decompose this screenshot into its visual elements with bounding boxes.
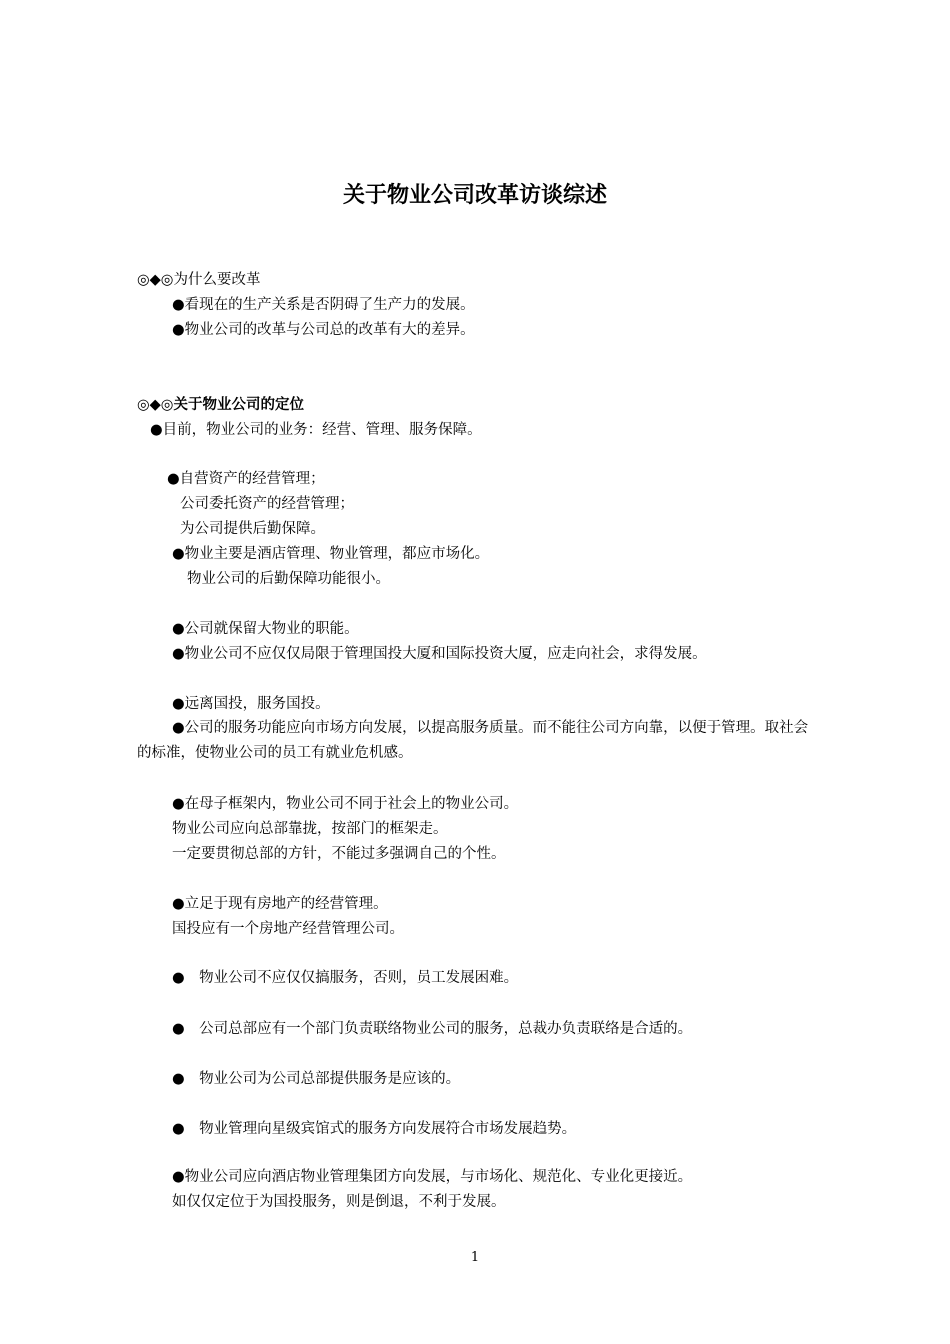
list-item: ● 物业公司为公司总部提供服务是应该的。 <box>172 1071 461 1087</box>
section-heading: ◎◆◎为什么要改革 <box>137 272 261 288</box>
list-item: 物业公司应向总部靠拢，按部门的框架走。 <box>172 821 448 837</box>
list-item: ●物业公司的改革与公司总的改革有大的差异。 <box>172 322 475 338</box>
section-heading: ◎◆◎关于物业公司的定位 <box>137 397 304 413</box>
list-item: 一定要贯彻总部的方针，不能过多强调自己的个性。 <box>172 846 506 862</box>
list-item: 国投应有一个房地产经营管理公司。 <box>172 921 404 937</box>
list-item: ●物业主要是酒店管理、物业管理，都应市场化。 <box>172 546 490 562</box>
list-item: ●目前，物业公司的业务：经营、管理、服务保障。 <box>150 422 482 438</box>
list-item: 公司委托资产的经营管理； <box>180 496 354 512</box>
list-item: 为公司提供后勤保障。 <box>180 521 325 537</box>
list-item: ●自营资产的经营管理； <box>167 471 325 487</box>
list-item: ●看现在的生产关系是否阴碍了生产力的发展。 <box>172 297 475 313</box>
page-title: 关于物业公司改革访谈综述 <box>342 183 607 208</box>
page-number: 1 <box>470 1250 480 1265</box>
list-item: 如仅仅定位于为国投服务，则是倒退，不利于发展。 <box>172 1194 506 1210</box>
list-item: ●远离国投，服务国投。 <box>172 696 330 712</box>
list-item: ●物业公司应向酒店物业管理集团方向发展，与市场化、规范化、专业化更接近。 <box>172 1169 693 1185</box>
list-item: ●物业公司不应仅仅局限于管理国投大厦和国际投资大厦，应走向社会，求得发展。 <box>172 646 707 662</box>
list-item: ●立足于现有房地产的经营管理。 <box>172 896 388 912</box>
list-item: 物业公司的后勤保障功能很小。 <box>187 571 390 587</box>
list-item: ●在母子框架内，物业公司不同于社会上的物业公司。 <box>172 796 519 812</box>
list-item: ●公司就保留大物业的职能。 <box>172 621 359 637</box>
list-item: ●公司的服务功能应向市场方向发展，以提高服务质量。而不能往公司方向靠，以便于管理。取社会的标准，使物业公司的员工有就业危机感。 <box>137 720 809 761</box>
list-item: ● 公司总部应有一个部门负责联络物业公司的服务，总裁办负责联络是合适的。 <box>172 1021 693 1037</box>
list-item: ● 物业公司不应仅仅搞服务，否则，员工发展困难。 <box>172 970 519 986</box>
list-item: ● 物业管理向星级宾馆式的服务方向发展符合市场发展趋势。 <box>172 1121 577 1137</box>
